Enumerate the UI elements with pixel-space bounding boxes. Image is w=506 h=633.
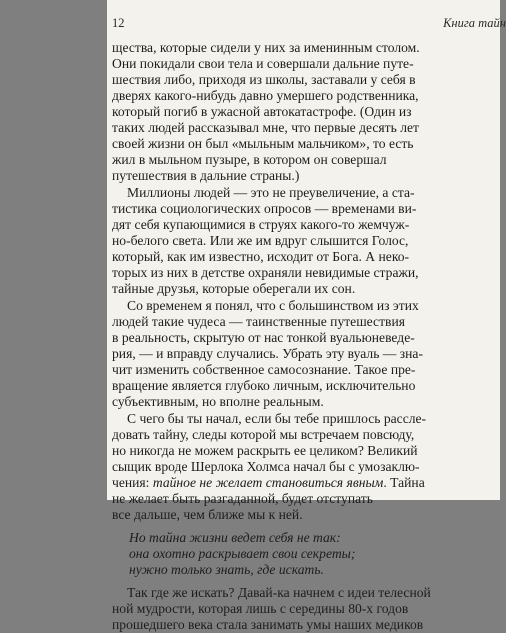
running-head bbox=[112, 16, 506, 34]
text-line: Они покидали свои тела и совершали дальние путе- bbox=[112, 56, 414, 71]
text-line: ной мудрости, которая лишь с середины 80-х годов bbox=[112, 601, 409, 616]
text-line: дят себя купающимися в струях какого-то жемчуж- bbox=[112, 217, 410, 232]
text-line: рия, — и вправду случались. Убрать эту вуаль — зна- bbox=[112, 346, 423, 361]
quote-line: она охотно раскрывает свои секреты; bbox=[129, 546, 356, 561]
text-line: но никогда не можем раскрыть ее целиком? Великий bbox=[112, 443, 418, 458]
text-line: вращение является глубоко личным, исключительно bbox=[112, 378, 416, 393]
text-line: но-белого света. Или же им вдруг слышится Голос, bbox=[112, 233, 409, 248]
text-line: не желает быть разгаданной, будет отступать bbox=[112, 491, 373, 506]
text-line: торых из них в детстве охраняли невидимые стражи, bbox=[112, 265, 419, 280]
text-line: людей такие чудеса — таинственные путешествия bbox=[112, 314, 405, 329]
text-line: своей жизни он был «мыльным мальчиком», то есть bbox=[112, 136, 414, 151]
paragraph-start-line: Так где же искать? Давай-ка начнем с идеи телесной bbox=[127, 585, 431, 600]
text-line: щества, которые сидели у них за именинным столом. bbox=[112, 40, 420, 55]
text-line: в реальность, скрытую от нас тонкой вуальюневеде- bbox=[112, 330, 415, 345]
text-line: путешествия в дальние страны.) bbox=[112, 168, 300, 183]
text-line: дверях какого-нибудь давно умершего родственника, bbox=[112, 88, 419, 103]
book-page bbox=[107, 0, 506, 632]
page-number: 12 bbox=[112, 16, 125, 30]
text-line: который, как им известно, исходит от Бога. А неко- bbox=[112, 249, 410, 264]
text-line: субъективным, но вполне реальным. bbox=[112, 394, 324, 409]
paragraph-start-line: С чего бы ты начал, если бы тебе пришлось рассле- bbox=[127, 411, 427, 426]
text-line: который погиб в ужасной автокатастрофе. (Один из bbox=[112, 104, 412, 119]
text-line: сыщик вроде Шерлока Холмса начал бы с умозаклю- bbox=[112, 459, 420, 474]
text-line: прошедшего века стала занимать умы наших медиков bbox=[112, 617, 424, 632]
text-line-with-emphasis: чения: тайное не желает становиться явным. Тайна bbox=[112, 475, 425, 490]
text-line: тистика социологических опросов — временами ви- bbox=[112, 201, 417, 216]
text-line: тайные друзья, которые оберегали их сон. bbox=[112, 281, 356, 296]
emphasis-text: тайное не желает становиться явным bbox=[152, 475, 384, 490]
text-line: таких людей рассказывал мне, что первые десять лет bbox=[112, 120, 419, 135]
quote-line: нужно только знать, где искать. bbox=[129, 562, 324, 577]
book-title: Книга тайн bbox=[443, 16, 506, 30]
text-line: жил в мыльном пузыре, в котором он совершал bbox=[112, 152, 387, 167]
text-line: довать тайну, следы которой мы встречаем повсюду, bbox=[112, 427, 415, 442]
text-line: шествия либо, приходя из школы, заставали у себя в bbox=[112, 72, 416, 87]
paragraph-start-line: Миллионы людей — это не преувеличение, а ста- bbox=[127, 185, 415, 200]
quote-line: Но тайна жизни ведет себя не так: bbox=[129, 530, 341, 545]
text-line: чит изменить собственное самосознание. Такое пре- bbox=[112, 362, 416, 377]
text-line: все дальше, чем ближе мы к ней. bbox=[112, 507, 303, 522]
paragraph-start-line: Со временем я понял, что с большинством из этих bbox=[127, 298, 419, 313]
